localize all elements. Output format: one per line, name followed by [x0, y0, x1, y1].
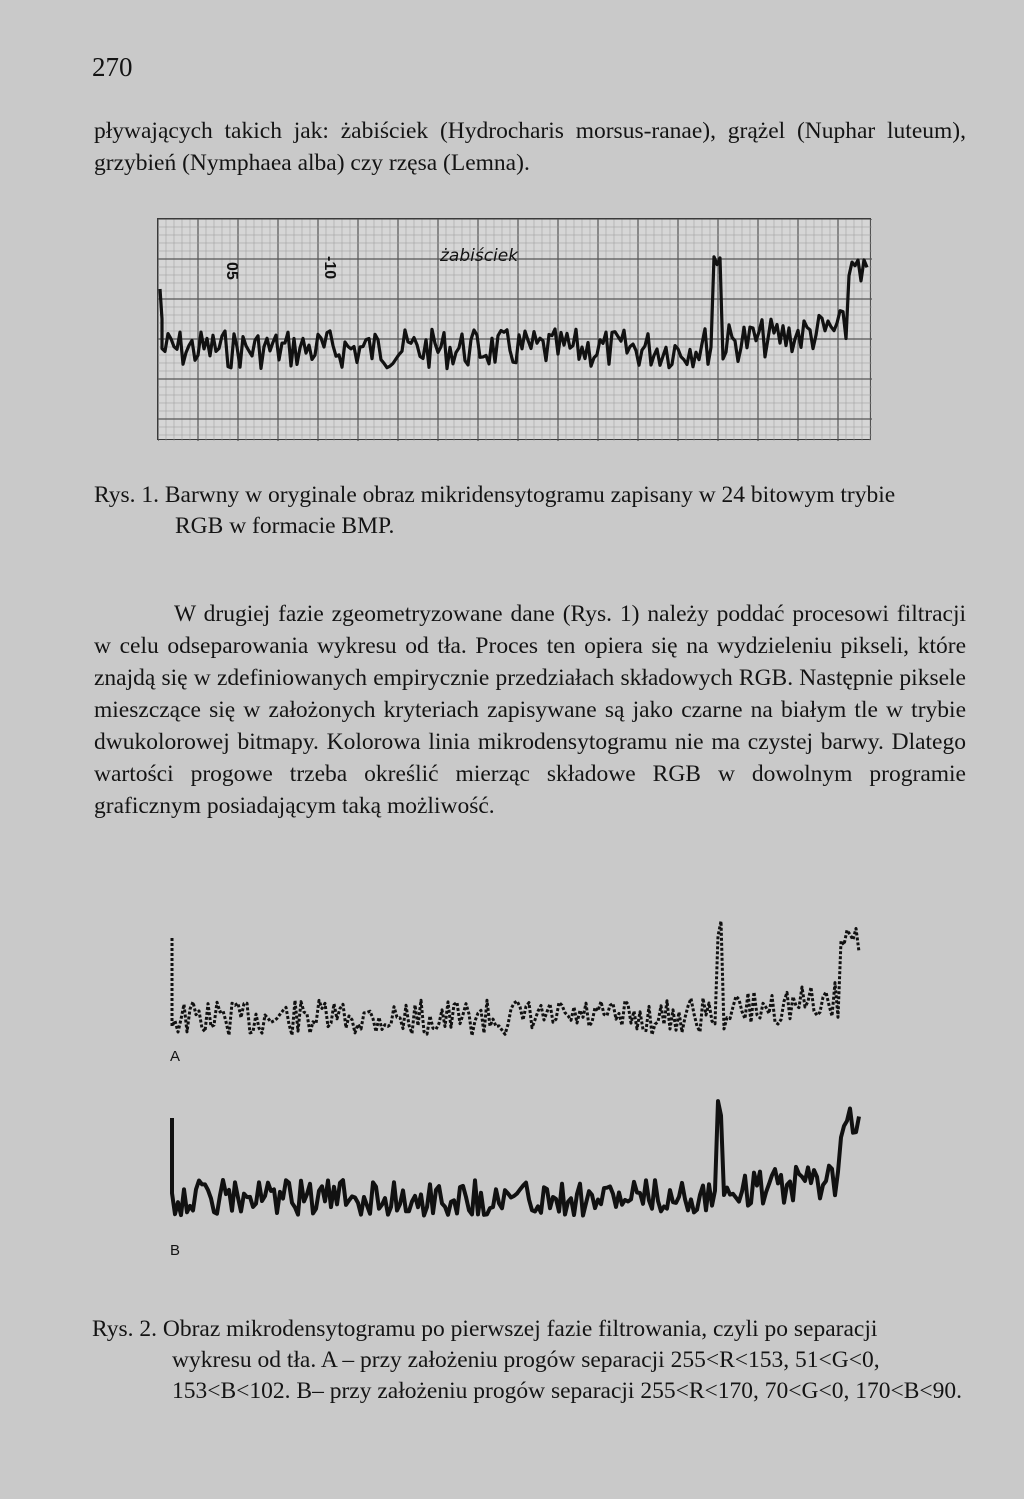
- trace-b: [172, 1101, 859, 1215]
- panel-b-label: B: [170, 1242, 181, 1259]
- annotation-05: 05: [223, 262, 240, 280]
- panel-a-label: A: [170, 1048, 181, 1065]
- figure-1-caption-line1: Rys. 1. Barwny w oryginale obraz mikridensytogramu zapisany w 24 bitowym trybie: [94, 482, 896, 508]
- figure-2-filtered-traces: [160, 918, 880, 1258]
- annotation-species-name: żabiściek: [440, 246, 519, 266]
- annotation-minus-10: -10: [321, 256, 338, 280]
- page-number: 270: [92, 52, 133, 82]
- figure-2-caption-line1: Rys. 2. Obraz mikrodensytogramu po pierwszej fazie filtrowania, czyli po separacji: [92, 1316, 878, 1342]
- paragraph-middle: [94, 598, 966, 822]
- figure-2-caption-rest: wykresu od tła. A – przy założeniu progów separacji 255<R<153, 51<G<0, 153<B<102. B– przy założeniu progów separacji 255<R<170, 70<G<0, 170<B<90.: [172, 1347, 963, 1404]
- densitogram-trace: [160, 257, 867, 369]
- paragraph-top: pływających takich jak: żabiściek (Hydrocharis morsus-ranae), grążel (Nuphar luteum), grzybień (Nymphaea alba) czy rzęsa (Lemna).: [94, 118, 966, 176]
- paragraph-middle-text: W drugiej fazie zgeometryzowane dane (Rys. 1) należy poddać procesowi filtracji w celu odseparowania wykresu od tła. Proces ten opiera się na wydzieleniu pikseli, które znajdą się w zdefiniowanych empirycznie przedziałach składowych RGB. Następnie piksele mieszczące się w założonych kryteriach zapisywane są jako czarne na białym tle w trybie dwukolorowej bitmapy. Kolorowa linia mikrodensytogramu nie ma czystej barwy. Dlatego wartości progowe trzeba określić mierząc składowe RGB w dowolnym programie graficznym posiadającym taką możliwość.: [94, 601, 966, 819]
- trace-a: [172, 921, 859, 1035]
- figure-1-caption: [94, 480, 966, 542]
- figure-1-caption-line2: RGB w formacie BMP.: [175, 513, 395, 539]
- filtered-traces-plot: [160, 918, 880, 1258]
- figure-2-caption: [92, 1314, 964, 1407]
